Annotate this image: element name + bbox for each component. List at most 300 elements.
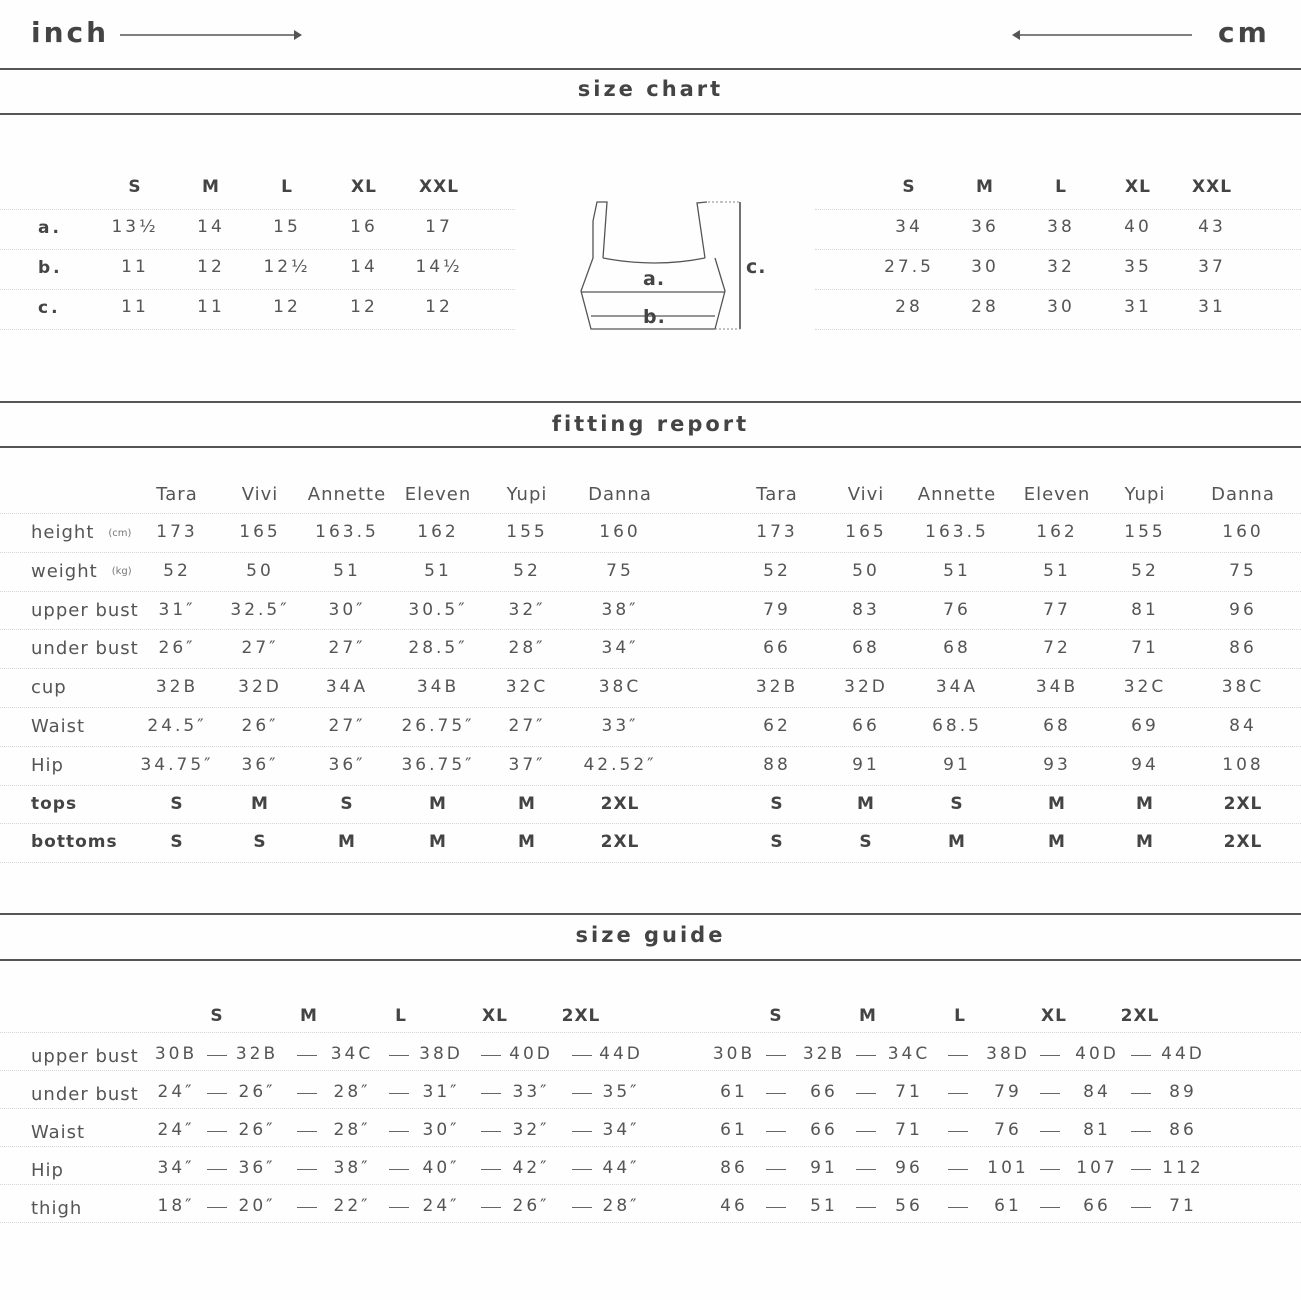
row-divider bbox=[0, 1146, 1301, 1147]
table-cell: 32″ bbox=[512, 1120, 550, 1140]
table-cell: 44D bbox=[1161, 1044, 1205, 1064]
table-cell: 83 bbox=[852, 599, 880, 620]
row-divider bbox=[0, 591, 1301, 592]
table-cell: 101 bbox=[987, 1158, 1029, 1178]
table-cell: 26″ bbox=[238, 1120, 276, 1140]
table-cell: S bbox=[770, 793, 784, 814]
table-cell: 91 bbox=[943, 754, 971, 775]
table-cell: 16 bbox=[350, 217, 378, 237]
table-cell: 165 bbox=[845, 522, 887, 542]
table-cell: 24.5″ bbox=[147, 716, 207, 736]
range-dash bbox=[297, 1055, 317, 1056]
table-cell: 34 bbox=[895, 217, 923, 237]
row-label bbox=[31, 561, 132, 582]
table-cell: 165 bbox=[239, 522, 281, 542]
row-label-text: cup bbox=[31, 677, 67, 699]
size-header: M bbox=[202, 177, 220, 197]
table-cell: 37 bbox=[1198, 257, 1226, 277]
table-cell: 79 bbox=[994, 1082, 1022, 1102]
row-label bbox=[31, 755, 64, 776]
size-header: XXL bbox=[418, 177, 460, 197]
model-name: Danna bbox=[588, 484, 652, 505]
table-cell: 38″ bbox=[601, 599, 639, 620]
range-dash bbox=[856, 1055, 876, 1056]
table-cell: 51 bbox=[333, 560, 361, 581]
table-cell: 75 bbox=[606, 560, 634, 581]
table-cell: S bbox=[340, 793, 354, 814]
range-dash bbox=[207, 1207, 227, 1208]
divider bbox=[0, 68, 1301, 70]
table-cell: 38C bbox=[598, 677, 642, 698]
table-cell: S bbox=[170, 793, 184, 814]
size-header: L bbox=[281, 177, 293, 197]
range-dash bbox=[1040, 1207, 1060, 1208]
table-cell: 71 bbox=[1131, 638, 1159, 659]
range-dash bbox=[207, 1055, 227, 1056]
table-cell: 40 bbox=[1124, 217, 1152, 237]
table-cell: 66 bbox=[852, 716, 880, 736]
row-label-text: Waist bbox=[31, 716, 86, 737]
table-cell: 163.5 bbox=[315, 522, 379, 542]
table-cell: 30B bbox=[712, 1044, 756, 1064]
table-cell: 30″ bbox=[328, 599, 366, 620]
model-name: Eleven bbox=[1023, 484, 1091, 505]
size-chart-title: size chart bbox=[577, 77, 724, 101]
size-header: XL bbox=[482, 1006, 508, 1026]
table-cell: 44D bbox=[599, 1044, 643, 1064]
table-cell: 17 bbox=[425, 217, 453, 237]
table-cell: 72 bbox=[1043, 638, 1071, 659]
range-dash bbox=[389, 1207, 409, 1208]
table-cell: 66 bbox=[810, 1120, 838, 1140]
table-cell: 38″ bbox=[333, 1158, 371, 1178]
table-cell: 160 bbox=[1222, 522, 1264, 542]
row-divider bbox=[0, 629, 1301, 630]
table-cell: 14 bbox=[197, 217, 225, 237]
table-cell: 34″ bbox=[601, 638, 639, 659]
row-divider bbox=[0, 1070, 1301, 1071]
table-cell: 2XL bbox=[600, 793, 640, 814]
table-cell: 31 bbox=[1198, 297, 1226, 317]
row-divider bbox=[815, 249, 1301, 250]
range-dash bbox=[389, 1131, 409, 1132]
range-dash bbox=[389, 1093, 409, 1094]
table-cell: 66 bbox=[810, 1082, 838, 1102]
diagram-label-a: a. bbox=[643, 268, 666, 290]
table-cell: 32D bbox=[844, 677, 888, 698]
range-dash bbox=[856, 1131, 876, 1132]
table-cell: 34″ bbox=[157, 1158, 195, 1178]
table-cell: M bbox=[1136, 793, 1154, 814]
table-cell: 32B bbox=[755, 677, 799, 698]
range-dash bbox=[389, 1169, 409, 1170]
range-dash bbox=[948, 1131, 968, 1132]
row-label bbox=[31, 832, 118, 852]
range-dash bbox=[766, 1055, 786, 1056]
table-cell: 42.52″ bbox=[583, 754, 657, 775]
table-cell: 24″ bbox=[157, 1120, 195, 1140]
table-cell: 34.75″ bbox=[140, 754, 214, 775]
table-cell: 26″ bbox=[512, 1196, 550, 1216]
range-dash bbox=[572, 1131, 592, 1132]
table-cell: 36.75″ bbox=[401, 754, 475, 775]
table-cell: 28″ bbox=[602, 1196, 640, 1216]
range-dash bbox=[766, 1093, 786, 1094]
table-cell: 28 bbox=[895, 297, 923, 317]
table-cell: 27.5 bbox=[884, 257, 934, 277]
table-cell: 11 bbox=[197, 297, 225, 317]
size-header: XL bbox=[1041, 1006, 1067, 1026]
table-cell: 52 bbox=[1131, 560, 1159, 581]
table-cell: 27″ bbox=[328, 716, 366, 736]
measure-label: a. bbox=[38, 218, 62, 238]
table-cell: M bbox=[857, 793, 875, 814]
table-cell: 37″ bbox=[508, 754, 546, 775]
model-name: Tara bbox=[756, 484, 798, 505]
table-cell: 26″ bbox=[238, 1082, 276, 1102]
size-header: M bbox=[859, 1006, 877, 1026]
range-dash bbox=[1131, 1131, 1151, 1132]
unit-note: (kg) bbox=[111, 566, 132, 578]
range-dash bbox=[572, 1207, 592, 1208]
table-cell: M bbox=[338, 832, 356, 853]
table-cell: 35 bbox=[1124, 257, 1152, 277]
table-cell: M bbox=[429, 793, 447, 814]
table-cell: 42″ bbox=[512, 1158, 550, 1178]
row-label bbox=[31, 716, 85, 737]
table-cell: 34A bbox=[325, 677, 369, 698]
table-cell: 46 bbox=[720, 1196, 748, 1216]
row-label: thigh bbox=[31, 1198, 83, 1219]
size-header: L bbox=[395, 1006, 407, 1026]
table-cell: 62 bbox=[763, 716, 791, 736]
table-cell: 35″ bbox=[602, 1082, 640, 1102]
model-name: Annette bbox=[917, 484, 997, 505]
table-cell: 30 bbox=[1047, 297, 1075, 317]
table-cell: 86 bbox=[1229, 638, 1257, 659]
table-cell: 89 bbox=[1169, 1082, 1197, 1102]
table-cell: 34C bbox=[887, 1044, 931, 1064]
table-cell: 36″ bbox=[238, 1158, 276, 1178]
table-cell: 2XL bbox=[1223, 793, 1263, 814]
table-cell: 86 bbox=[720, 1158, 748, 1178]
range-dash bbox=[1131, 1207, 1151, 1208]
table-cell: 33″ bbox=[601, 716, 639, 736]
size-header: XXL bbox=[1191, 177, 1233, 197]
range-dash bbox=[948, 1093, 968, 1094]
table-cell: 96 bbox=[895, 1158, 923, 1178]
range-dash bbox=[207, 1169, 227, 1170]
table-cell: 28″ bbox=[333, 1120, 371, 1140]
table-cell: 71 bbox=[895, 1120, 923, 1140]
range-dash bbox=[297, 1169, 317, 1170]
row-divider bbox=[0, 668, 1301, 669]
table-cell: 52 bbox=[513, 560, 541, 581]
range-dash bbox=[1131, 1169, 1151, 1170]
row-divider bbox=[0, 289, 515, 290]
diagram-label-b: b. bbox=[643, 306, 666, 328]
table-cell: 69 bbox=[1131, 716, 1159, 736]
size-header: XL bbox=[351, 177, 377, 197]
size-header: M bbox=[976, 177, 994, 197]
table-cell: 14 bbox=[350, 257, 378, 277]
table-cell: 96 bbox=[1229, 599, 1257, 620]
table-cell: 108 bbox=[1222, 754, 1264, 775]
row-divider bbox=[0, 1222, 1301, 1223]
range-dash bbox=[297, 1093, 317, 1094]
table-cell: 26.75″ bbox=[401, 716, 475, 736]
row-divider bbox=[0, 1032, 1301, 1033]
row-divider bbox=[0, 823, 1301, 824]
size-header: S bbox=[769, 1006, 783, 1026]
table-cell: S bbox=[253, 832, 267, 853]
range-dash bbox=[1040, 1093, 1060, 1094]
table-cell: 40D bbox=[509, 1044, 553, 1064]
table-cell: 26″ bbox=[241, 716, 279, 736]
range-dash bbox=[481, 1207, 501, 1208]
divider bbox=[0, 959, 1301, 961]
row-label bbox=[31, 522, 131, 543]
table-cell: 11 bbox=[121, 297, 149, 317]
measure-label: b. bbox=[38, 258, 63, 278]
table-cell: 38 bbox=[1047, 217, 1075, 237]
table-cell: 77 bbox=[1043, 599, 1071, 620]
table-cell: 12 bbox=[425, 297, 453, 317]
table-cell: 33″ bbox=[512, 1082, 550, 1102]
table-cell: 12 bbox=[197, 257, 225, 277]
table-cell: 2XL bbox=[1223, 832, 1263, 853]
unit-note: (cm) bbox=[108, 527, 132, 539]
table-cell: 56 bbox=[895, 1196, 923, 1216]
table-cell: 32D bbox=[238, 677, 282, 698]
divider bbox=[0, 113, 1301, 115]
row-label: upper bust bbox=[31, 1046, 139, 1067]
range-dash bbox=[481, 1131, 501, 1132]
row-label: under bust bbox=[31, 1084, 139, 1105]
table-cell: M bbox=[518, 832, 536, 853]
inch-unit-label: inch bbox=[31, 16, 110, 49]
table-cell: 36″ bbox=[328, 754, 366, 775]
size-header: L bbox=[954, 1006, 966, 1026]
range-dash bbox=[948, 1169, 968, 1170]
table-cell: 38D bbox=[419, 1044, 463, 1064]
row-label-text: bottoms bbox=[31, 832, 118, 853]
table-cell: 155 bbox=[506, 522, 548, 542]
row-label-text: upper bust bbox=[31, 599, 139, 621]
model-name: Tara bbox=[156, 484, 198, 505]
table-cell: 50 bbox=[852, 560, 880, 581]
row-divider bbox=[0, 1108, 1301, 1109]
table-cell: 30″ bbox=[422, 1120, 460, 1140]
right-arrow-icon bbox=[120, 29, 304, 41]
range-dash bbox=[207, 1093, 227, 1094]
table-cell: 155 bbox=[1124, 522, 1166, 542]
table-cell: 51 bbox=[810, 1196, 838, 1216]
table-cell: 12½ bbox=[263, 257, 311, 277]
row-label: Hip bbox=[31, 1160, 64, 1181]
table-cell: 173 bbox=[756, 522, 798, 542]
diagram-label-c: c. bbox=[746, 256, 767, 278]
range-dash bbox=[389, 1055, 409, 1056]
size-header: 2XL bbox=[1120, 1006, 1160, 1026]
range-dash bbox=[948, 1055, 968, 1056]
table-cell: 84 bbox=[1229, 716, 1257, 736]
row-label-text: weight bbox=[31, 560, 98, 582]
range-dash bbox=[766, 1169, 786, 1170]
table-cell: 12 bbox=[350, 297, 378, 317]
table-cell: M bbox=[948, 832, 966, 853]
divider bbox=[0, 913, 1301, 915]
range-dash bbox=[1131, 1093, 1151, 1094]
model-name: Annette bbox=[307, 484, 387, 505]
table-cell: M bbox=[251, 793, 269, 814]
row-label bbox=[31, 794, 77, 814]
table-cell: 36″ bbox=[241, 754, 279, 775]
table-cell: 61 bbox=[720, 1082, 748, 1102]
table-cell: 38D bbox=[986, 1044, 1030, 1064]
row-label bbox=[31, 677, 67, 698]
table-cell: 30 bbox=[971, 257, 999, 277]
row-divider bbox=[0, 249, 515, 250]
range-dash bbox=[297, 1207, 317, 1208]
range-dash bbox=[766, 1131, 786, 1132]
table-cell: 31″ bbox=[422, 1082, 460, 1102]
table-cell: M bbox=[1048, 793, 1066, 814]
divider bbox=[0, 401, 1301, 403]
table-cell: 2XL bbox=[600, 832, 640, 853]
table-cell: 61 bbox=[720, 1120, 748, 1140]
table-cell: 68 bbox=[943, 638, 971, 659]
table-cell: 30B bbox=[154, 1044, 198, 1064]
table-cell: M bbox=[1136, 832, 1154, 853]
table-cell: 94 bbox=[1131, 754, 1159, 775]
row-divider bbox=[815, 289, 1301, 290]
table-cell: 163.5 bbox=[925, 522, 989, 542]
table-cell: 27″ bbox=[241, 638, 279, 659]
table-cell: M bbox=[1048, 832, 1066, 853]
table-cell: S bbox=[859, 832, 873, 853]
range-dash bbox=[856, 1169, 876, 1170]
table-cell: 76 bbox=[943, 599, 971, 620]
range-dash bbox=[572, 1055, 592, 1056]
table-cell: 51 bbox=[424, 560, 452, 581]
model-name: Vivi bbox=[241, 484, 279, 505]
table-cell: 68 bbox=[852, 638, 880, 659]
table-cell: 66 bbox=[1083, 1196, 1111, 1216]
table-cell: 32 bbox=[1047, 257, 1075, 277]
range-dash bbox=[856, 1207, 876, 1208]
size-header: S bbox=[210, 1006, 224, 1026]
table-cell: 93 bbox=[1043, 754, 1071, 775]
range-dash bbox=[1040, 1055, 1060, 1056]
table-cell: 34B bbox=[1035, 677, 1079, 698]
row-label bbox=[31, 638, 139, 659]
table-cell: 12 bbox=[273, 297, 301, 317]
row-divider bbox=[0, 862, 1301, 863]
table-cell: 34C bbox=[330, 1044, 374, 1064]
row-divider bbox=[0, 746, 1301, 747]
range-dash bbox=[766, 1207, 786, 1208]
table-cell: 52 bbox=[763, 560, 791, 581]
table-cell: 26″ bbox=[158, 638, 196, 659]
table-cell: 107 bbox=[1076, 1158, 1118, 1178]
table-cell: 31 bbox=[1124, 297, 1152, 317]
table-cell: M bbox=[429, 832, 447, 853]
table-cell: 28″ bbox=[508, 638, 546, 659]
row-label-text: height bbox=[31, 522, 95, 543]
table-cell: 162 bbox=[417, 522, 459, 542]
range-dash bbox=[481, 1169, 501, 1170]
row-divider bbox=[815, 209, 1301, 210]
table-cell: 51 bbox=[1043, 560, 1071, 581]
table-cell: 32B bbox=[802, 1044, 846, 1064]
left-arrow-icon bbox=[1010, 29, 1194, 41]
table-cell: 36 bbox=[971, 217, 999, 237]
size-header: M bbox=[300, 1006, 318, 1026]
table-cell: 32C bbox=[1123, 677, 1167, 698]
table-cell: 61 bbox=[994, 1196, 1022, 1216]
row-divider bbox=[0, 552, 1301, 553]
table-cell: 75 bbox=[1229, 560, 1257, 581]
table-cell: 28″ bbox=[333, 1082, 371, 1102]
table-cell: 88 bbox=[763, 754, 791, 775]
table-cell: 11 bbox=[121, 257, 149, 277]
size-header: S bbox=[902, 177, 916, 197]
table-cell: 15 bbox=[273, 217, 301, 237]
table-cell: 81 bbox=[1131, 599, 1159, 620]
table-cell: 40D bbox=[1075, 1044, 1119, 1064]
row-label-text: Hip bbox=[31, 754, 64, 776]
table-cell: 24″ bbox=[422, 1196, 460, 1216]
table-cell: 32C bbox=[505, 677, 549, 698]
table-cell: 28 bbox=[971, 297, 999, 317]
table-cell: 27″ bbox=[328, 638, 366, 659]
table-cell: 50 bbox=[246, 560, 274, 581]
table-cell: 22″ bbox=[333, 1196, 371, 1216]
table-cell: 51 bbox=[943, 560, 971, 581]
range-dash bbox=[856, 1093, 876, 1094]
table-cell: 32.5″ bbox=[230, 599, 290, 620]
table-cell: 44″ bbox=[602, 1158, 640, 1178]
table-cell: 86 bbox=[1169, 1120, 1197, 1140]
model-name: Vivi bbox=[847, 484, 885, 505]
row-label-text: under bust bbox=[31, 638, 139, 660]
table-cell: 34″ bbox=[602, 1120, 640, 1140]
row-divider bbox=[0, 513, 1301, 514]
table-cell: 91 bbox=[810, 1158, 838, 1178]
table-cell: 13½ bbox=[111, 217, 159, 237]
row-label: Waist bbox=[31, 1122, 86, 1143]
table-cell: S bbox=[950, 793, 964, 814]
range-dash bbox=[297, 1131, 317, 1132]
measure-label: c. bbox=[38, 298, 61, 318]
range-dash bbox=[207, 1131, 227, 1132]
table-cell: 38C bbox=[1221, 677, 1265, 698]
table-cell: 28.5″ bbox=[408, 638, 468, 659]
table-cell: 14½ bbox=[415, 257, 463, 277]
table-cell: 32B bbox=[155, 677, 199, 698]
fitting-report-title: fitting report bbox=[551, 412, 750, 436]
table-cell: 24″ bbox=[157, 1082, 195, 1102]
table-cell: 52 bbox=[163, 560, 191, 581]
table-cell: 160 bbox=[599, 522, 641, 542]
table-cell: 71 bbox=[895, 1082, 923, 1102]
table-cell: 68.5 bbox=[932, 716, 982, 736]
table-cell: 32B bbox=[235, 1044, 279, 1064]
table-cell: 27″ bbox=[508, 716, 546, 736]
range-dash bbox=[1040, 1131, 1060, 1132]
model-name: Yupi bbox=[506, 484, 548, 505]
